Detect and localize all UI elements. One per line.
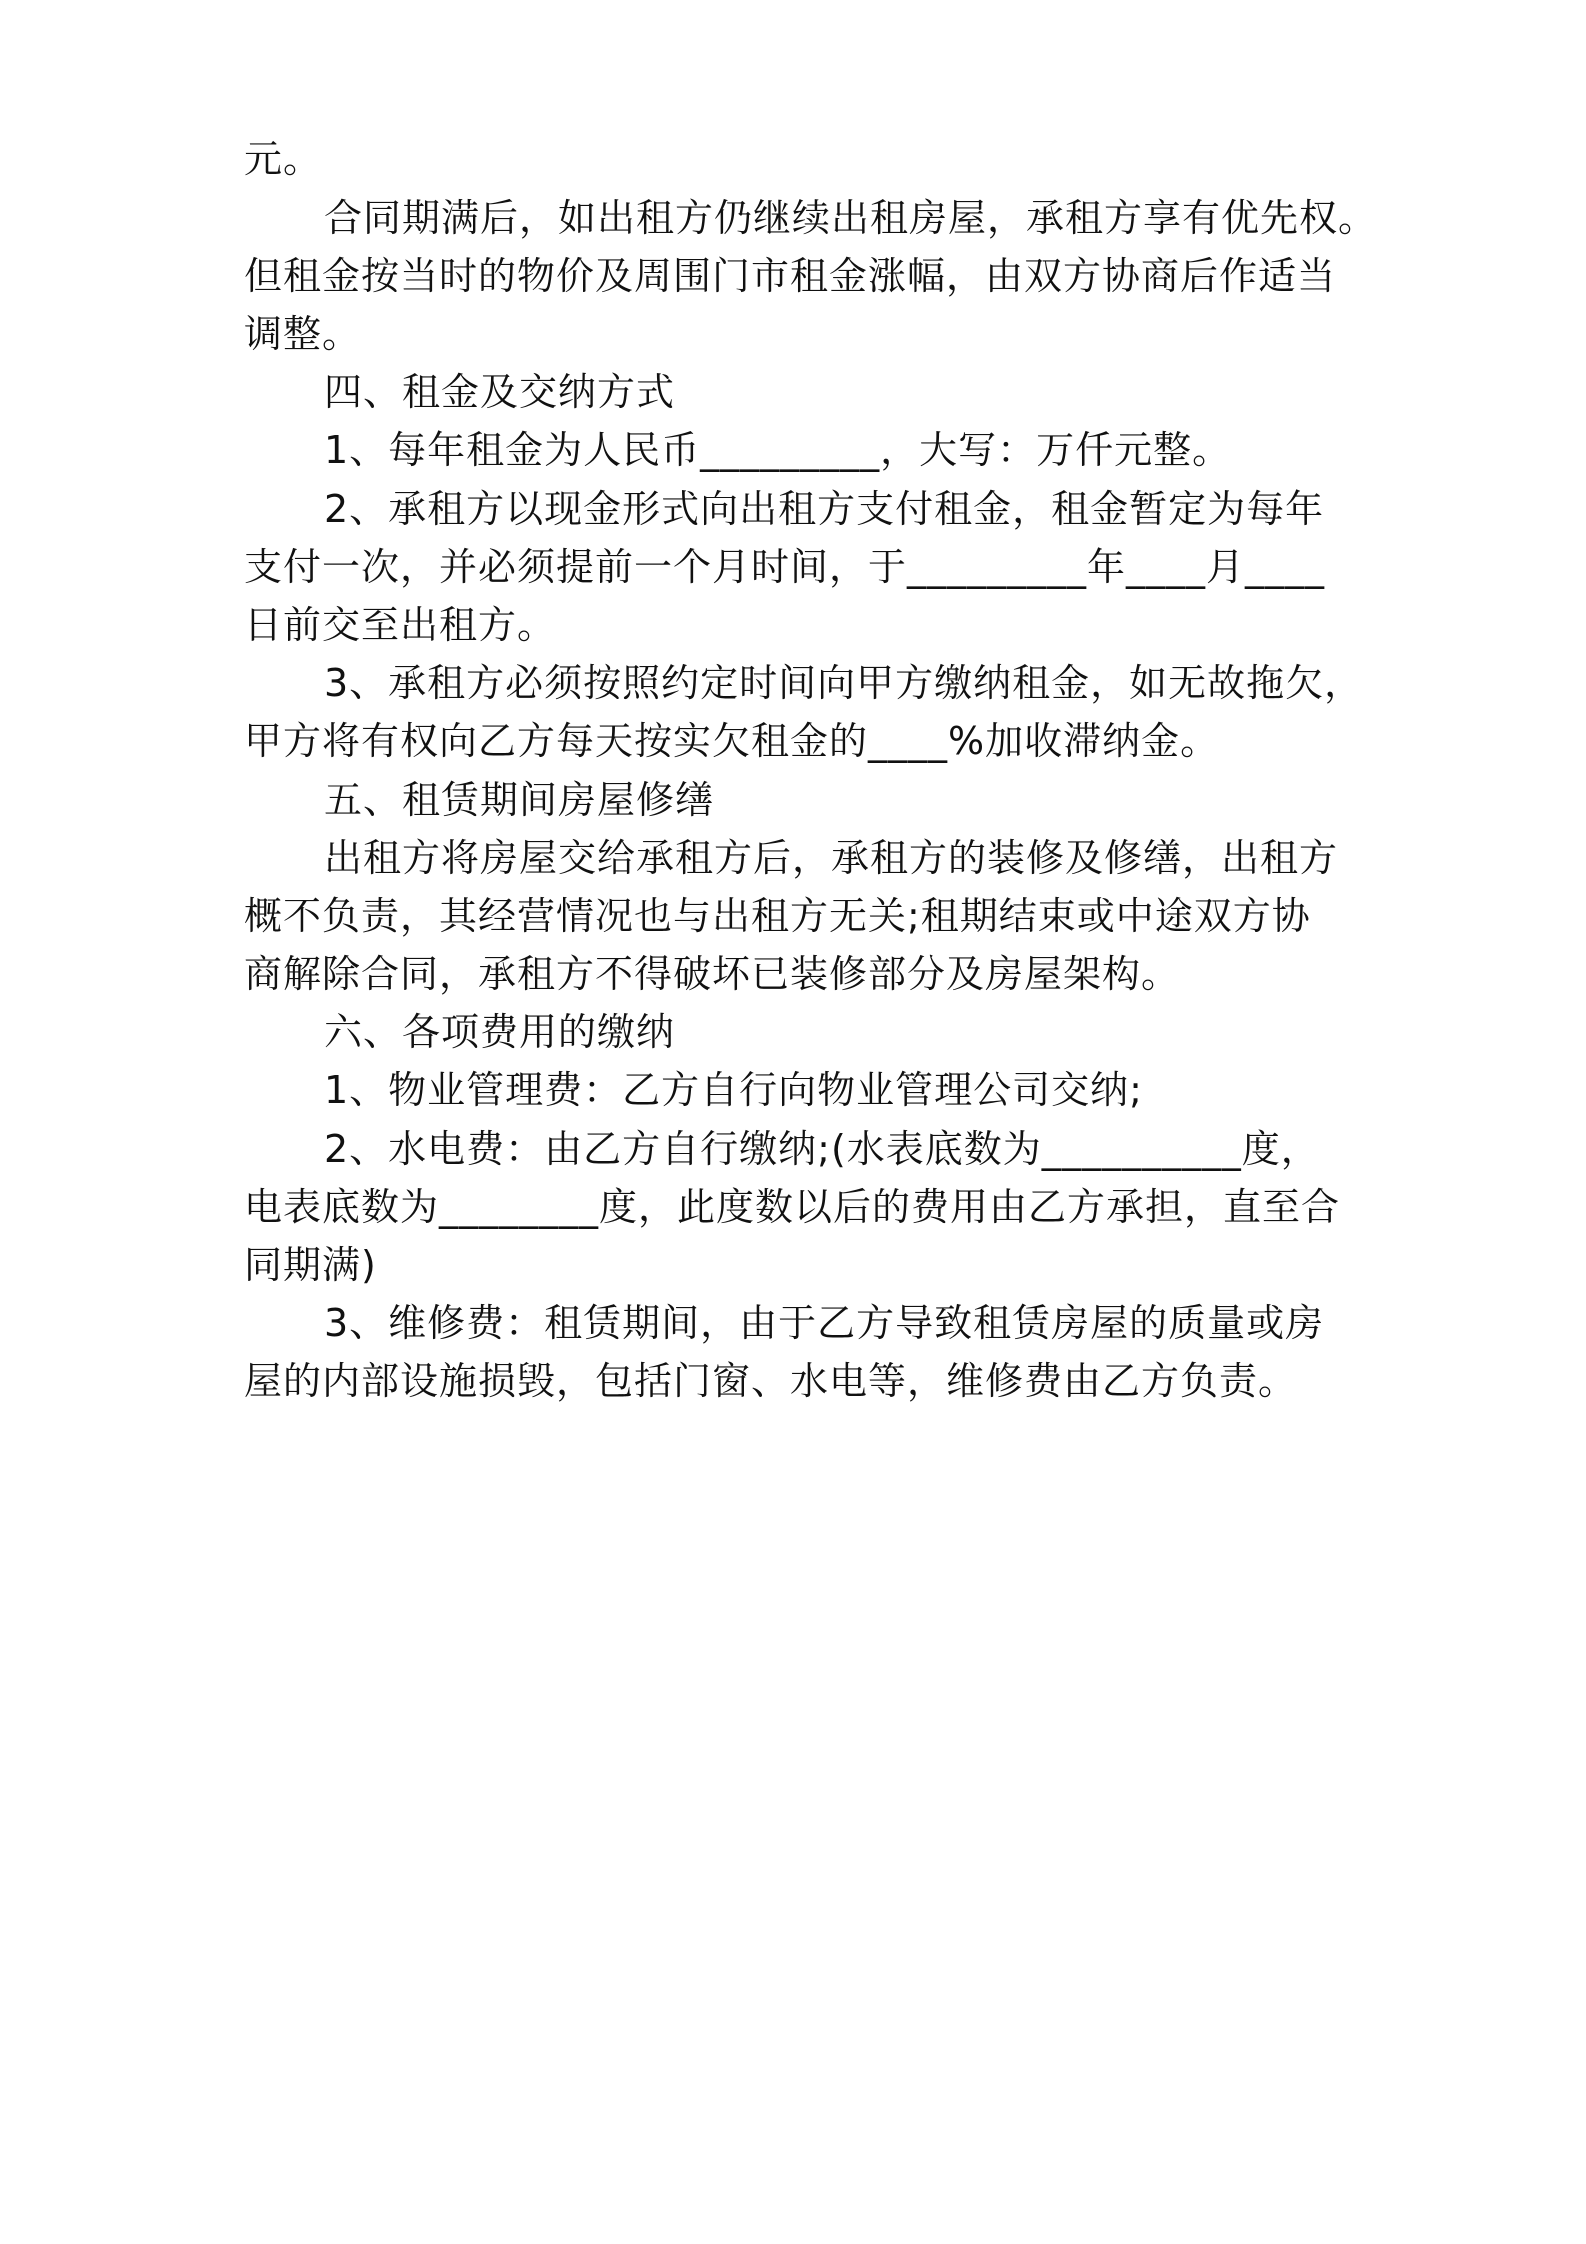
paragraph-line-10: 3、承租方必须按照约定时间向甲方缴纳租金，如无故拖欠， — [324, 661, 1364, 705]
paragraph-line-2: 合同期满后，如出租方仍继续出租房屋，承租方享有优先权。 — [324, 196, 1378, 240]
paragraph-line-6: 1、每年租金为人民币_________，大写：万仟元整。 — [324, 428, 1232, 472]
section-heading-4: 四、租金及交纳方式 — [324, 370, 676, 414]
paragraph-line-13: 出租方将房屋交给承租方后，承租方的装修及修缮，出租方 — [324, 836, 1339, 880]
paragraph-line-11: 甲方将有权向乙方每天按实欠租金的____%加收滞纳金。 — [244, 719, 1220, 763]
paragraph-line-15: 商解除合同，承租方不得破坏已装修部分及房屋架构。 — [244, 952, 1181, 996]
paragraph-line-22: 屋的内部设施损毁，包括门窗、水电等，维修费由乙方负责。 — [244, 1359, 1298, 1403]
paragraph-line-8: 支付一次，并必须提前一个月时间，于_________年____月____ — [244, 545, 1326, 589]
paragraph-line-20: 同期满) — [244, 1243, 377, 1287]
paragraph-line-9: 日前交至出租方。 — [244, 603, 557, 647]
paragraph-line-17: 1、物业管理费：乙方自行向物业管理公司交纳; — [324, 1068, 1143, 1112]
paragraph-line-4: 调整。 — [244, 312, 362, 356]
paragraph-line-1: 元。 — [244, 137, 323, 181]
paragraph-line-18: 2、水电费：由乙方自行缴纳;(水表底数为__________度， — [324, 1127, 1320, 1171]
paragraph-line-7: 2、承租方以现金形式向出租方支付租金，租金暂定为每年 — [324, 487, 1325, 531]
paragraph-line-3: 但租金按当时的物价及周围门市租金涨幅，由双方协商后作适当 — [244, 254, 1337, 298]
section-heading-6: 六、各项费用的缴纳 — [324, 1010, 676, 1054]
paragraph-line-14: 概不负责，其经营情况也与出租方无关;租期结束或中途双方协 — [244, 894, 1311, 938]
paragraph-line-19: 电表底数为________度，此度数以后的费用由乙方承担，直至合 — [244, 1185, 1341, 1229]
section-heading-5: 五、租赁期间房屋修缮 — [324, 778, 715, 822]
paragraph-line-21: 3、维修费：租赁期间，由于乙方导致租赁房屋的质量或房 — [324, 1301, 1325, 1345]
